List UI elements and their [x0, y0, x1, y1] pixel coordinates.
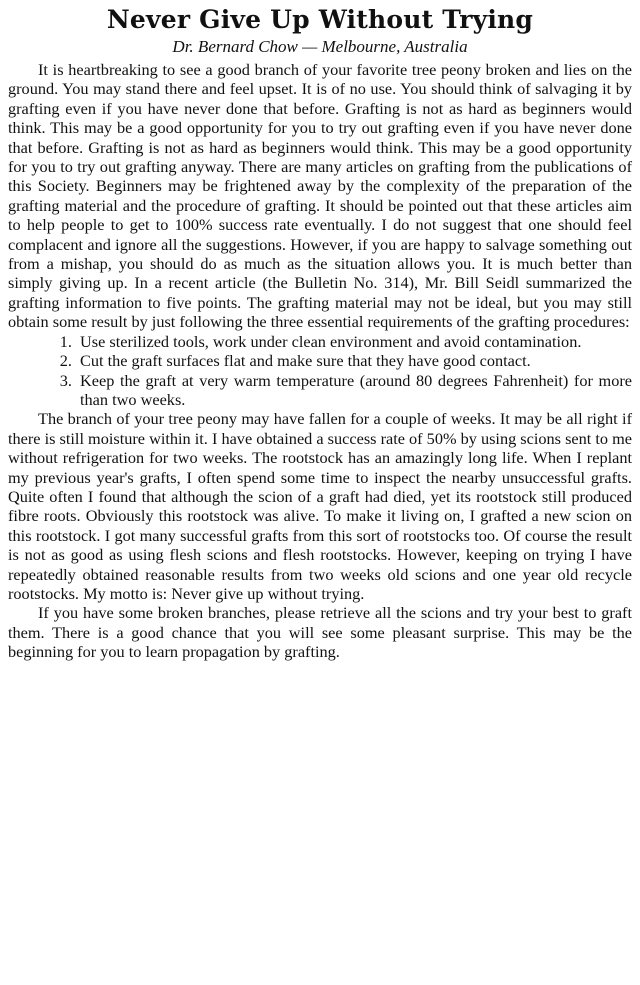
- article-body: [8, 60, 632, 662]
- paragraph-intro: It is heartbreaking to see a good branch of your favorite tree peony broken and lies on the ground. You may stand there and feel upset. It is of no use. You should think of salvaging it by grafting even if you have never done that before. Grafting is not as hard as beginners would think. This may be a good opportunity for you to try out grafting even if you have never done that before. Grafting is not as hard as beginners would think. This may be a good opportunity for you to try out grafting anyway. There are many articles on grafting from the publications of this Society. Beginners may be frightened away by the complexity of the preparation of the grafting material and the procedure of grafting. It should be pointed out that these articles aim to help people to get to 100% success rate eventually. I do not suggest that one should feel complacent and ignore all the suggestions. However, if you are happy to salvage something out from a mishap, you should do as much as the situation allows you. It is much better than simply giving up. In a recent article (the Bulletin No. 314), Mr. Bill Seidl summarized the grafting information to five points. The grafting material may not be ideal, but you may still obtain some result by just following the three essential requirements of the grafting procedures:: [8, 60, 632, 332]
- article-title: Never Give Up Without Trying: [106, 5, 534, 34]
- requirement-item: 3. Keep the graft at very warm temperature (around 80 degrees Fahrenheit) for more than two weeks.: [76, 371, 632, 410]
- requirement-item: 1. Use sterilized tools, work under clean environment and avoid contamination.: [76, 332, 632, 351]
- requirement-item: 2. Cut the graft surfaces flat and make sure that they have good contact.: [76, 351, 632, 370]
- requirements-list: [8, 332, 632, 410]
- article: [8, 4, 632, 662]
- paragraph-closing: If you have some broken branches, please retrieve all the scions and try your best to graft them. There is a good chance that you will see some pleasant surprise. This may be the beginning for you to learn propagation by grafting.: [8, 603, 632, 662]
- paragraph-rootstock: The branch of your tree peony may have fallen for a couple of weeks. It may be all right if there is still moisture within it. I have obtained a success rate of 50% by using scions sent to me without refrigeration for two weeks. The rootstock has an amazingly long life. When I replant my previous year's grafts, I often spend some time to inspect the nearby unsuccessful grafts. Quite often I found that although the scion of a graft had died, yet its rootstock still produced fibre roots. Obviously this rootstock was alive. To make it living on, I grafted a new scion on this rootstock. I got many successful grafts from this sort of rootstocks too. Of course the result is not as good as using flesh scions and flesh rootstocks. However, keeping on trying I have repeatedly obtained reasonable results from two weeks old scions and one year old recycle rootstocks. My motto is: Never give up without trying.: [8, 409, 632, 603]
- article-byline: Dr. Bernard Chow — Melbourne, Australia: [172, 37, 468, 56]
